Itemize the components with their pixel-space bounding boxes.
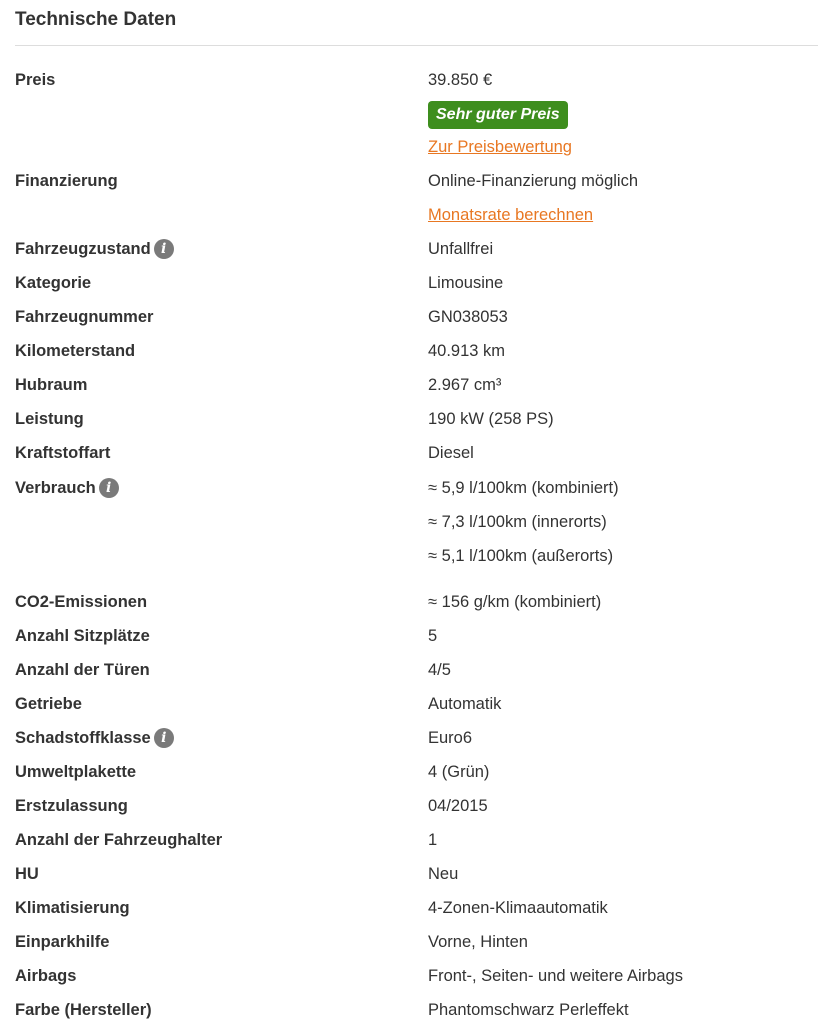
airbags-value: Front-, Seiten- und weitere Airbags — [428, 967, 683, 985]
doors-label: Anzahl der Türen — [15, 661, 150, 679]
category-value: Limousine — [428, 274, 504, 292]
first-registration-value: 04/2015 — [428, 797, 488, 815]
category-label: Kategorie — [15, 274, 92, 292]
inspection-label: HU — [15, 865, 39, 883]
consumption-extra-urban: ≈ 5,1 l/100km (außerorts) — [428, 547, 614, 565]
co2-label: CO2-Emissionen — [15, 593, 148, 611]
power-label: Leistung — [15, 410, 84, 428]
mileage-label: Kilometerstand — [15, 342, 136, 360]
info-icon[interactable]: i — [154, 239, 174, 259]
co2-value: ≈ 156 g/km (kombiniert) — [428, 593, 602, 611]
first-registration-label: Erstzulassung — [15, 797, 128, 815]
consumption-urban: ≈ 7,3 l/100km (innerorts) — [428, 513, 607, 531]
consumption-label — [15, 477, 119, 499]
airbags-label: Airbags — [15, 967, 77, 985]
info-icon[interactable]: i — [154, 728, 174, 748]
transmission-label: Getriebe — [15, 695, 82, 713]
mileage-value: 40.913 km — [428, 342, 506, 360]
financing-label: Finanzierung — [15, 172, 118, 190]
power-value: 190 kW (258 PS) — [428, 410, 554, 428]
condition-value: Unfallfrei — [428, 240, 494, 258]
price-rating-badge: Sehr guter Preis — [428, 101, 568, 129]
color-label: Farbe (Hersteller) — [15, 1001, 152, 1019]
section-title: Technische Daten — [15, 9, 177, 30]
fuel-value: Diesel — [428, 444, 474, 462]
inspection-value: Neu — [428, 865, 459, 883]
price-rating-link[interactable]: Zur Preisbewertung — [428, 138, 572, 156]
divider — [15, 45, 818, 46]
consumption-combined: ≈ 5,9 l/100km (kombiniert) — [428, 479, 619, 497]
parking-aid-label: Einparkhilfe — [15, 933, 110, 951]
vehicle-number-label: Fahrzeugnummer — [15, 308, 154, 326]
monthly-rate-link[interactable]: Monatsrate berechnen — [428, 206, 594, 224]
emission-class-label-text: Schadstoffklasse — [15, 729, 151, 747]
climate-value: 4-Zonen-Klimaautomatik — [428, 899, 608, 917]
vehicle-number-value: GN038053 — [428, 308, 508, 326]
displacement-value: 2.967 cm³ — [428, 376, 502, 394]
price-value: 39.850 € — [428, 71, 493, 89]
seats-label: Anzahl Sitzplätze — [15, 627, 150, 645]
condition-label — [15, 238, 174, 260]
owners-label: Anzahl der Fahrzeughalter — [15, 831, 223, 849]
info-icon[interactable]: i — [99, 478, 119, 498]
price-label: Preis — [15, 71, 56, 89]
environment-badge-label: Umweltplakette — [15, 763, 137, 781]
condition-label-text: Fahrzeugzustand — [15, 240, 151, 258]
parking-aid-value: Vorne, Hinten — [428, 933, 528, 951]
seats-value: 5 — [428, 627, 438, 645]
emission-class-label — [15, 727, 174, 749]
consumption-label-text: Verbrauch — [15, 479, 96, 497]
fuel-label: Kraftstoffart — [15, 444, 111, 462]
climate-label: Klimatisierung — [15, 899, 130, 917]
displacement-label: Hubraum — [15, 376, 88, 394]
owners-value: 1 — [428, 831, 438, 849]
color-value: Phantomschwarz Perleffekt — [428, 1001, 629, 1019]
transmission-value: Automatik — [428, 695, 502, 713]
doors-value: 4/5 — [428, 661, 451, 679]
financing-value: Online-Finanzierung möglich — [428, 172, 639, 190]
emission-class-value: Euro6 — [428, 729, 473, 747]
environment-badge-value: 4 (Grün) — [428, 763, 490, 781]
